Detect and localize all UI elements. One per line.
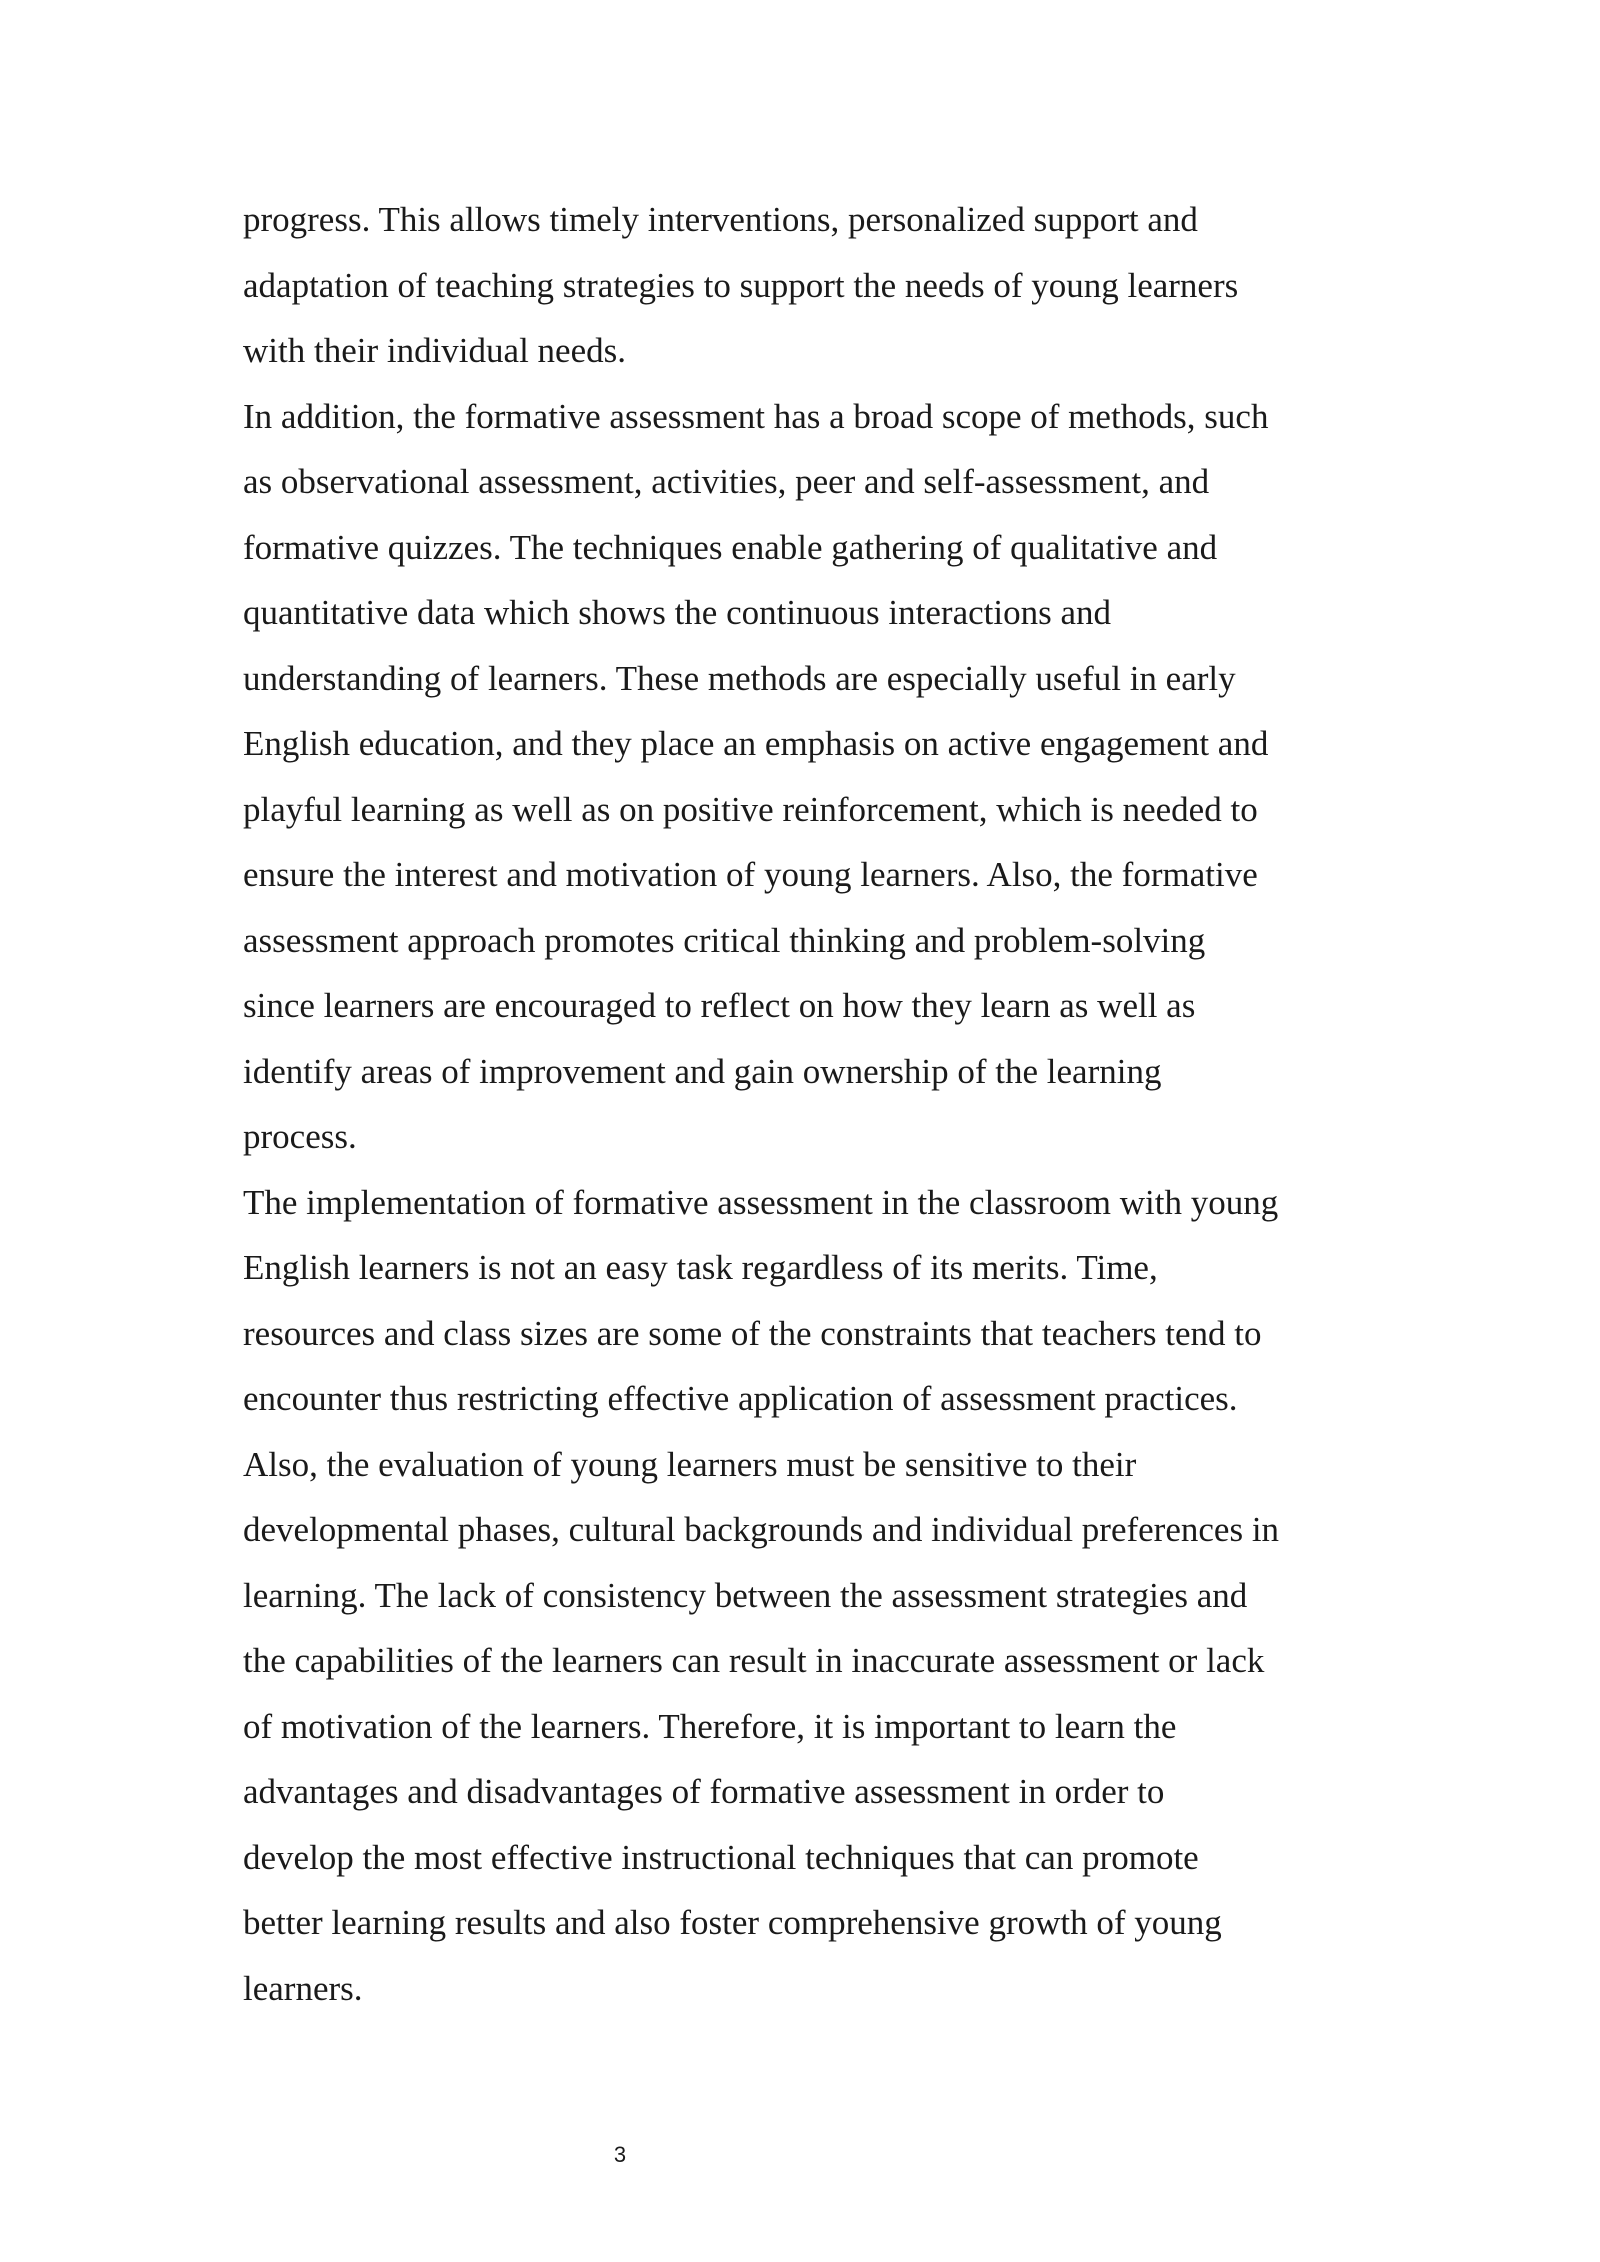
text-line: better learning results and also foster comprehensive growth of young — [243, 1903, 1222, 1942]
body-text — [243, 187, 1373, 2021]
text-line: quantitative data which shows the continuous interactions and — [243, 593, 1111, 632]
text-line: the capabilities of the learners can result in inaccurate assessment or lack — [243, 1641, 1265, 1680]
text-line: identify areas of improvement and gain ownership of the learning — [243, 1051, 1162, 1091]
text-line: learning. The lack of consistency between the assessment strategies and — [243, 1575, 1248, 1615]
text-line: developmental phases, cultural backgrounds and individual preferences in — [243, 1510, 1280, 1549]
text-line: In addition, the formative assessment has a broad scope of methods, such — [243, 396, 1269, 436]
text-line: ensure the interest and motivation of young learners. Also, the formative — [243, 855, 1258, 894]
text-line: progress. This allows timely interventions, personalized support and — [243, 200, 1198, 239]
text-line: adaptation of teaching strategies to support the needs of young learners — [243, 265, 1239, 305]
text-line: formative quizzes. The techniques enable gathering of qualitative and — [243, 527, 1218, 567]
text-line: assessment approach promotes critical thinking and problem-solving — [243, 920, 1206, 960]
text-line: The implementation of formative assessment in the classroom with young — [243, 1182, 1279, 1222]
text-line: as observational assessment, activities, peer and self-assessment, and — [243, 462, 1210, 501]
text-line: understanding of learners. These methods are especially useful in early — [243, 658, 1236, 698]
text-line: develop the most effective instructional techniques that can promote — [243, 1837, 1199, 1877]
text-line: resources and class sizes are some of the constraints that teachers tend to — [243, 1313, 1262, 1353]
text-line: English education, and they place an emphasis on active engagement and — [243, 724, 1269, 763]
text-line: playful learning as well as on positive reinforcement, which is needed to — [243, 789, 1258, 829]
text-line: since learners are encouraged to reflect on how they learn as well as — [243, 986, 1196, 1025]
text-line: learners. — [243, 1968, 363, 2008]
text-line: English learners is not an easy task regardless of its merits. Time, — [243, 1248, 1158, 1287]
text-line: Also, the evaluation of young learners must be sensitive to their — [243, 1444, 1137, 1484]
text-line: of motivation of the learners. Therefore, it is important to learn the — [243, 1706, 1177, 1746]
text-line: advantages and disadvantages of formative assessment in order to — [243, 1772, 1165, 1811]
text-line: encounter thus restricting effective application of assessment practices. — [243, 1379, 1238, 1418]
text-line: with their individual needs. — [243, 331, 626, 370]
text-line: process. — [243, 1117, 357, 1156]
page-number: 3 — [613, 2142, 627, 2167]
